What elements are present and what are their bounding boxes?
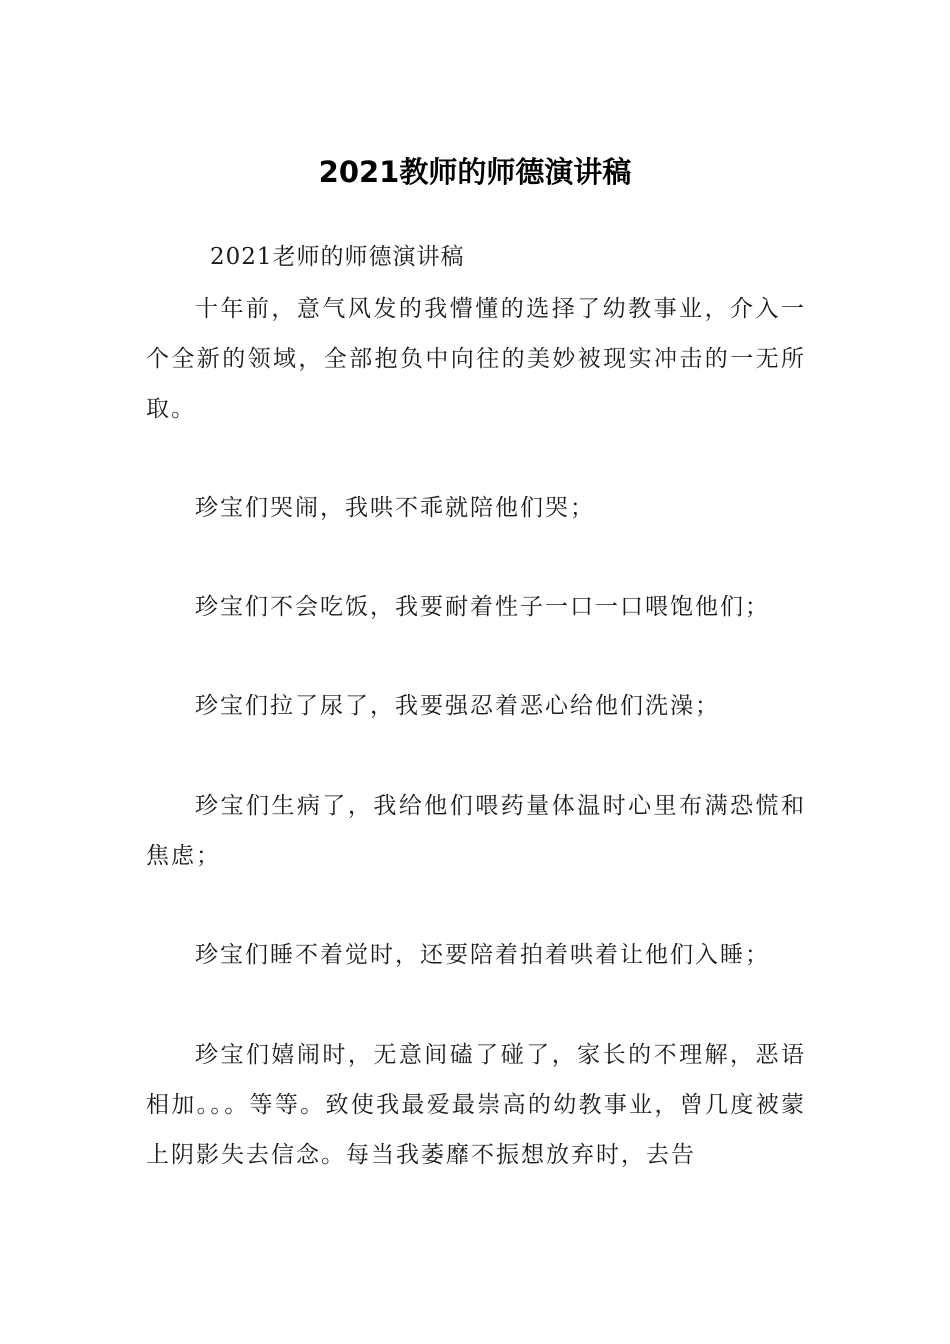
paragraph-3: 珍宝们不会吃饭，我要耐着性子一口一口喂饱他们； — [195, 594, 770, 620]
paragraph-6: 珍宝们睡不着觉时，还要陪着拍着哄着让他们入睡； — [195, 942, 770, 968]
document-subtitle: 2021老师的师德演讲稿 — [210, 244, 465, 270]
paragraph-7: 珍宝们嬉闹时，无意间磕了碰了，家长的不理解，恶语相加。。。等等。致使我最爱最崇高的幼教事业，曾几度被蒙上阴影失去信念。每当我萎靡不振想放弃时，去告 — [146, 1042, 806, 1168]
paragraph-2: 珍宝们哭闹，我哄不乖就陪他们哭； — [195, 495, 595, 521]
paragraph-1: 十年前，意气风发的我懵懂的选择了幼教事业，介入一个全新的领域，全部抱负中向往的美妙被现实冲击的一无所取。 — [146, 296, 806, 422]
document-title: 2021教师的师德演讲稿 — [318, 155, 632, 190]
paragraph-5: 珍宝们生病了，我给他们喂药量体温时心里布满恐慌和焦虑； — [146, 793, 806, 869]
paragraph-4: 珍宝们拉了尿了，我要强忍着恶心给他们洗澡； — [195, 693, 720, 719]
